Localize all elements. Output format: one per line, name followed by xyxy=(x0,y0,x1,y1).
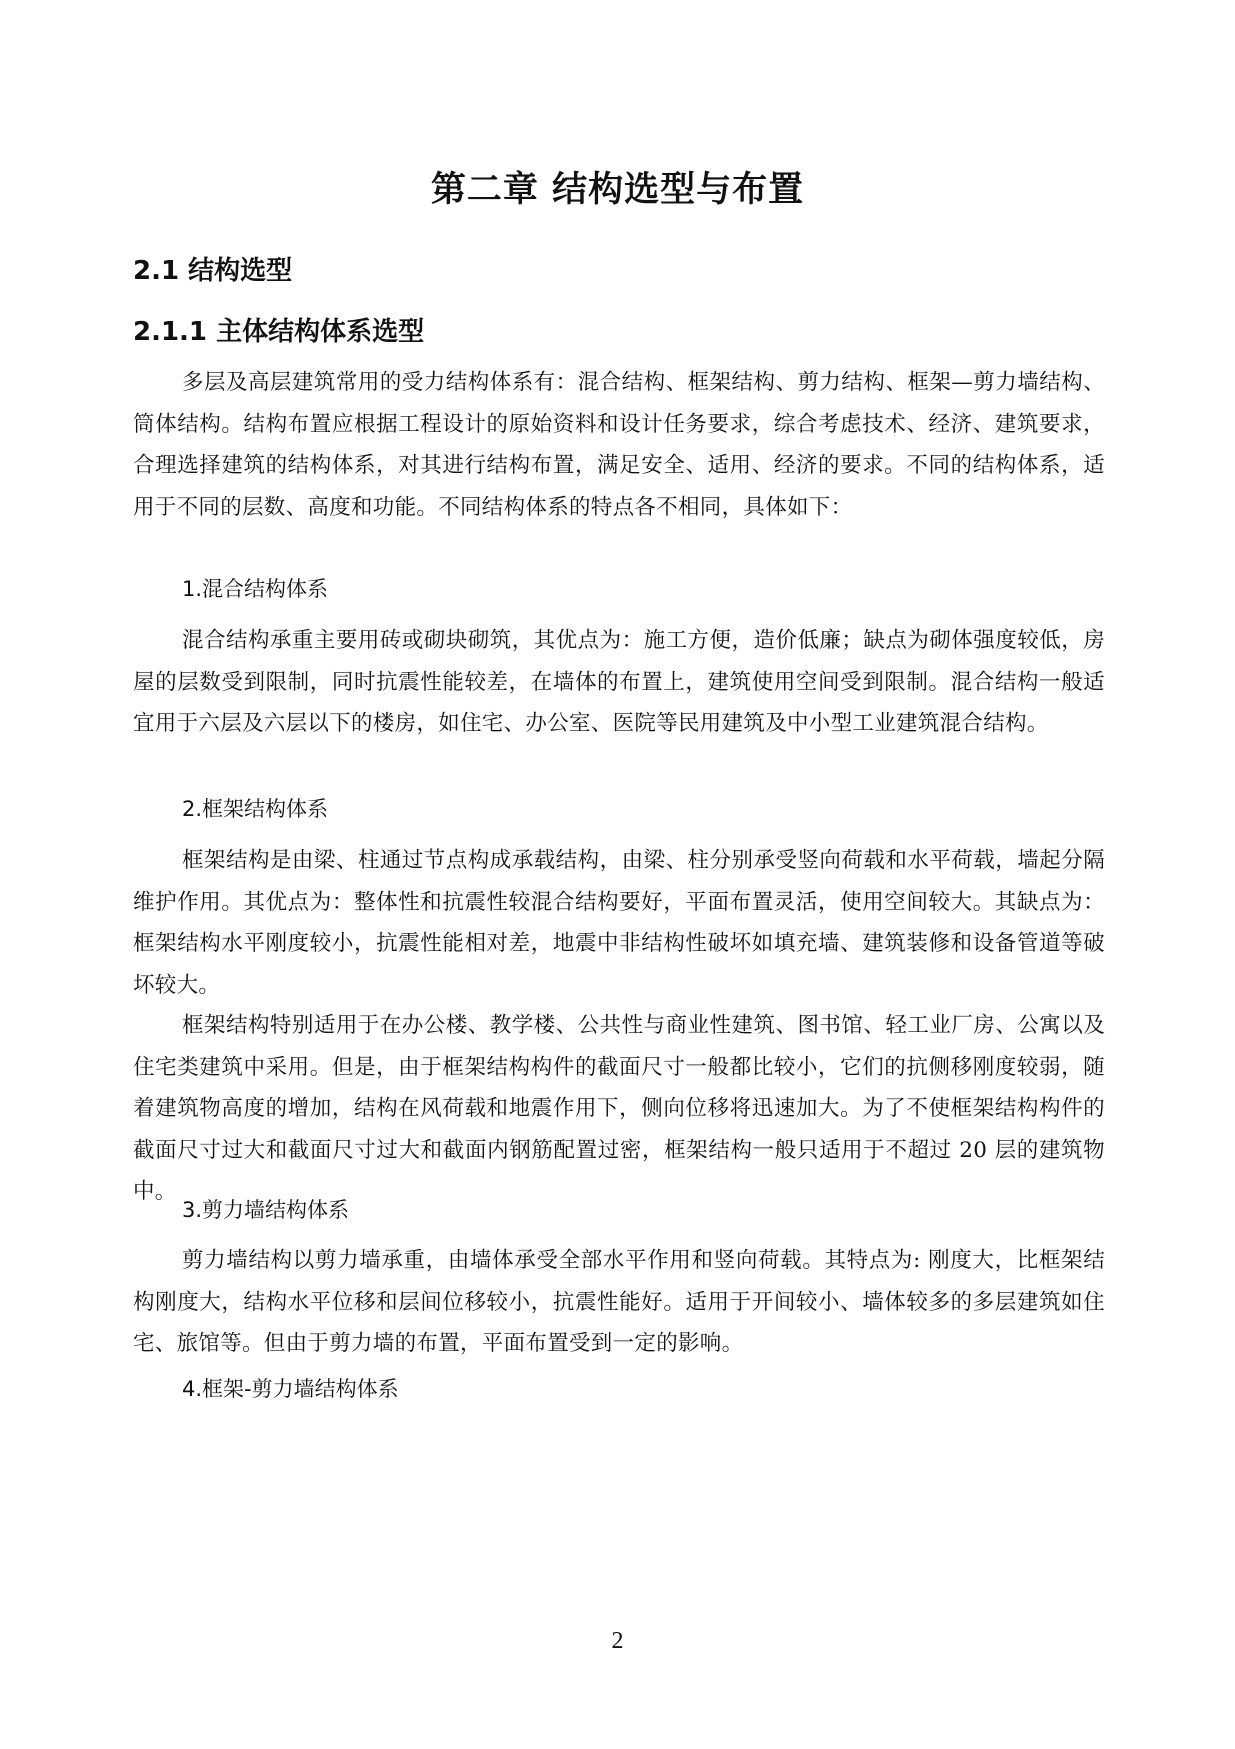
system-paragraph-frame-1: 框架结构是由梁、柱通过节点构成承载结构，由梁、柱分别承受竖向荷载和水平荷载，墙起分隔维护作用。其优点为：整体性和抗震性较混合结构要好，平面布置灵活，使用空间较大。其缺点为：框架结构水平刚度较小，抗震性能相对差，地震中非结构性破坏如填充墙、建筑装修和设备管道等破坏较大。 xyxy=(133,848,1105,998)
chapter-title: 第二章 结构选型与布置 xyxy=(430,170,805,210)
system-heading-shear-wall: 3.剪力墙结构体系 xyxy=(182,1198,350,1222)
intro-paragraph: 多层及高层建筑常用的受力结构体系有：混合结构、框架结构、剪力结构、框架—剪力墙结构、筒体结构。结构布置应根据工程设计的原始资料和设计任务要求，综合考虑技术、经济、建筑要求，合理选择建筑的结构体系，对其进行结构布置，满足安全、适用、经济的要求。不同的结构体系，适用于不同的层数、高度和功能。不同结构体系的特点各不相同，具体如下： xyxy=(133,370,1105,520)
page-number: 2 xyxy=(611,1628,624,1654)
system-heading-frame-shear-wall: 4.框架-剪力墙结构体系 xyxy=(182,1377,399,1401)
subsection-heading: 2.1.1 主体结构体系选型 xyxy=(133,317,425,347)
system-heading-frame: 2.框架结构体系 xyxy=(182,797,329,821)
system-paragraph-mixed: 混合结构承重主要用砖或砌块砌筑，其优点为：施工方便，造价低廉；缺点为砌体强度较低，房屋的层数受到限制，同时抗震性能较差，在墙体的布置上，建筑使用空间受到限制。混合结构一般适宜用于六层及六层以下的楼房，如住宅、办公室、医院等民用建筑及中小型工业建筑混合结构。 xyxy=(133,628,1105,736)
system-heading-mixed: 1.混合结构体系 xyxy=(182,577,329,601)
section-heading: 2.1 结构选型 xyxy=(133,256,293,286)
system-paragraph-frame-2: 框架结构特别适用于在办公楼、教学楼、公共性与商业性建筑、图书馆、轻工业厂房、公寓以及住宅类建筑中采用。但是，由于框架结构构件的截面尺寸一般都比较小，它们的抗侧移刚度较弱，随着建筑物高度的增加，结构在风荷载和地震作用下，侧向位移将迅速加大。为了不使框架结构构件的截面尺寸过大和截面尺寸过大和截面内钢筋配置过密，框架结构一般只适用于不超过 20 层的建筑物中。 xyxy=(133,1013,1105,1204)
system-paragraph-shear-wall: 剪力墙结构以剪力墙承重，由墙体承受全部水平作用和竖向荷载。其特点为: 刚度大，比框架结构刚度大，结构水平位移和层间位移较小，抗震性能好。适用于开间较小、墙体较多的多层建筑如住宅、旅馆等。但由于剪力墙的布置，平面布置受到一定的影响。 xyxy=(133,1248,1105,1356)
